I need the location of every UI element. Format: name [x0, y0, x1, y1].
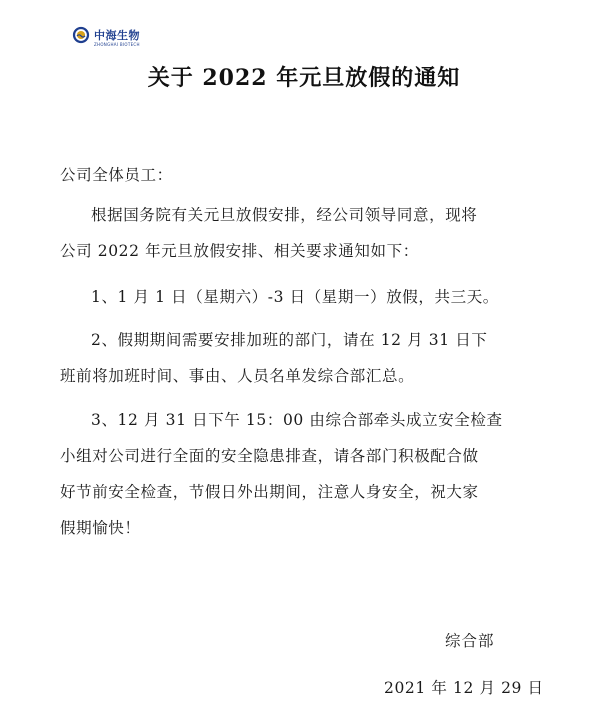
item-3-line-3: 好节前安全检查，节假日外出期间，注意人身安全，祝大家: [60, 483, 479, 501]
greeting: 公司全体员工：: [60, 166, 173, 184]
intro-line-2: 公司 2022 年元旦放假安排、相关要求通知如下：: [60, 242, 419, 260]
company-logo: [72, 26, 140, 47]
document-title: 关于 2022 年元旦放假的通知: [147, 65, 461, 91]
company-logo-icon: [72, 26, 90, 44]
logo-name: 中海生物: [94, 29, 140, 42]
signature-date: 2021 年 12 月 29 日: [384, 679, 544, 697]
item-1: 1、1 月 1 日（星期六）-3 日（星期一）放假，共三天。: [91, 288, 499, 306]
item-3-line-1: 3、12 月 31 日下午 15：00 由综合部牵头成立安全检查: [91, 411, 503, 429]
intro-line-1: 根据国务院有关元旦放假安排，经公司领导同意，现将: [91, 206, 478, 224]
item-3-line-4: 假期愉快！: [60, 519, 141, 537]
item-2-line-1: 2、假期期间需要安排加班的部门，请在 12 月 31 日下: [91, 331, 488, 349]
signature-department: 综合部: [445, 632, 495, 650]
item-2-line-2: 班前将加班时间、事由、人员名单发综合部汇总。: [60, 367, 415, 385]
item-3-line-2: 小组对公司进行全面的安全隐患排查，请各部门积极配合做: [60, 447, 479, 465]
logo-subtitle: ZHONGHAI BIOTECH: [94, 42, 140, 47]
